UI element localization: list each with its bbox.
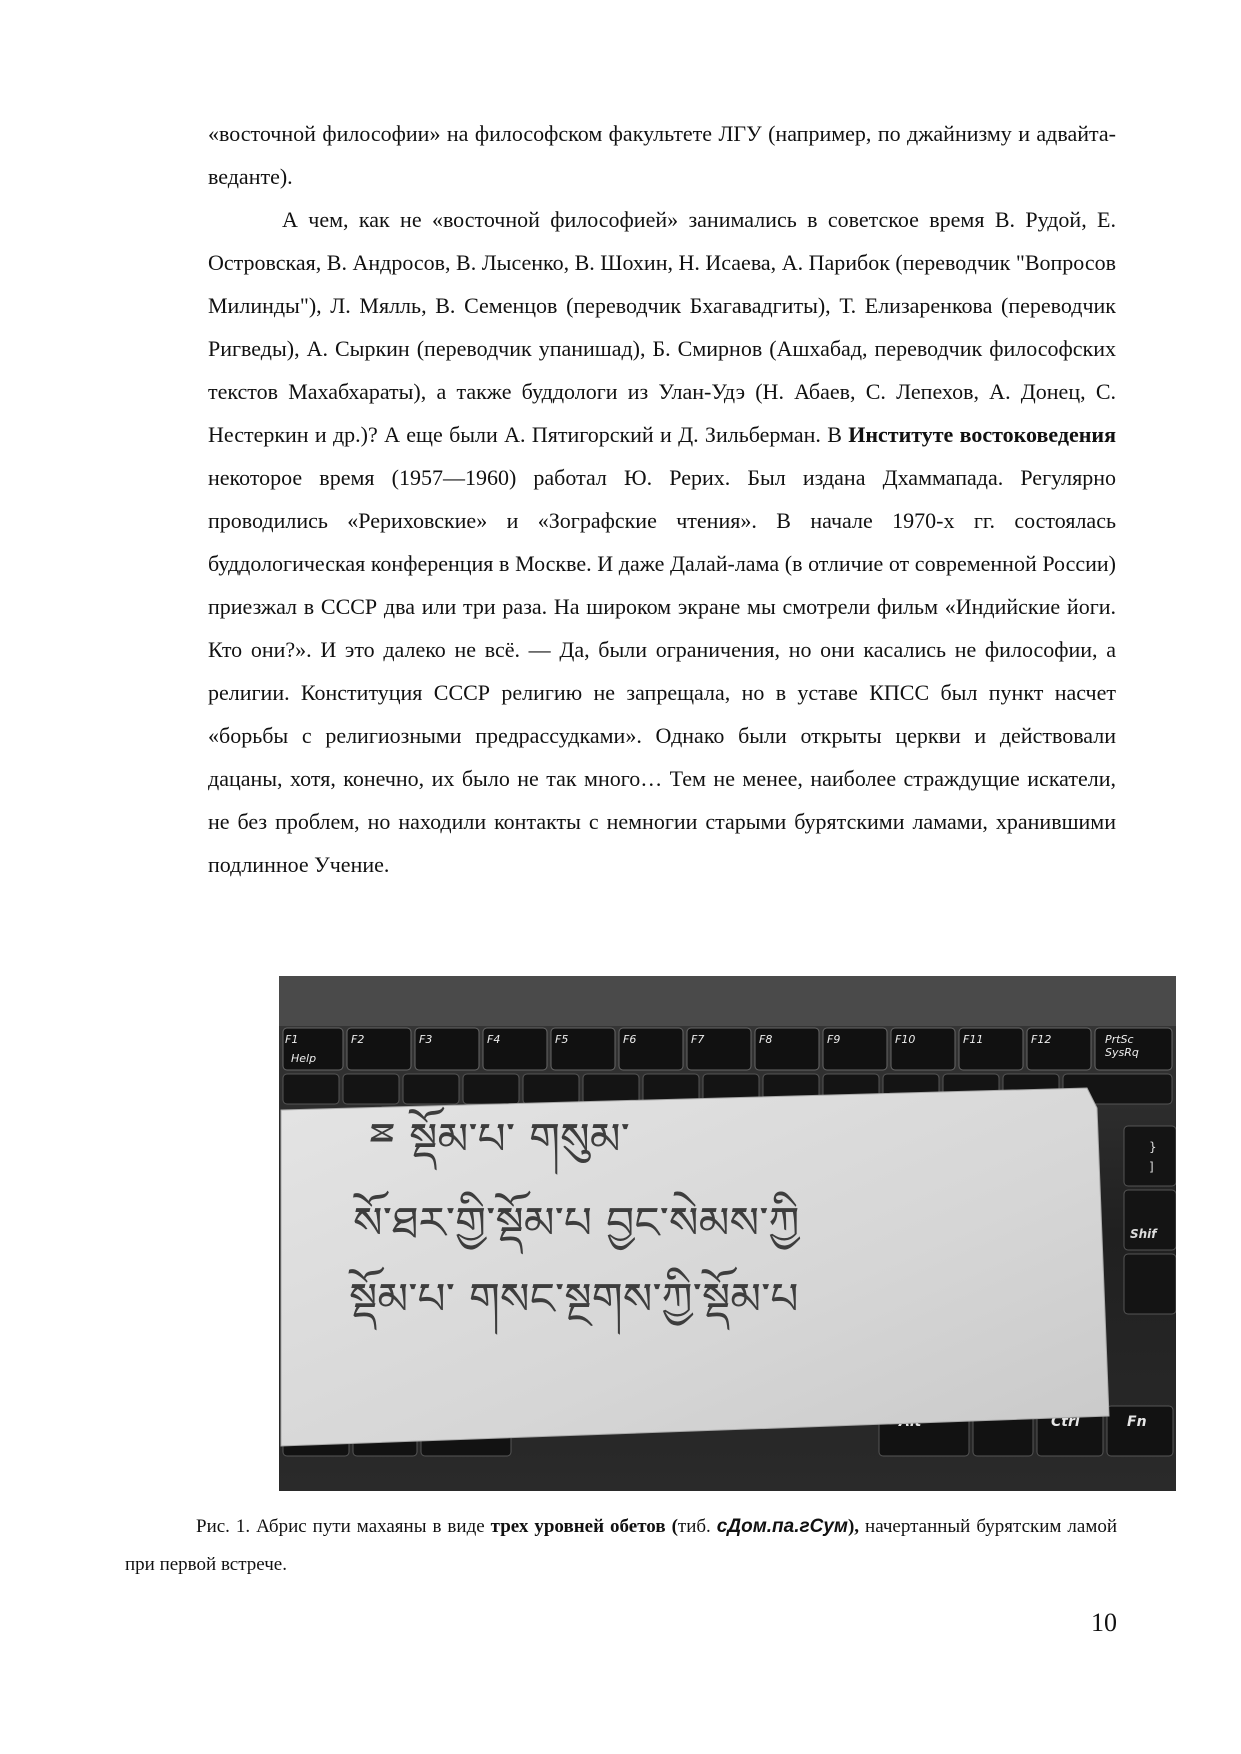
tibetan-line-1: ྈ སྡོམ་པ་ གསུམ་ [369, 1114, 630, 1165]
key-f10: F10 [895, 1033, 916, 1046]
key-sysrq: SysRq [1105, 1046, 1139, 1059]
key-f7: F7 [691, 1033, 705, 1046]
key-f8: F8 [759, 1033, 773, 1046]
key-f6: F6 [623, 1033, 637, 1046]
key-f2: F2 [351, 1033, 365, 1046]
key-help: Help [291, 1052, 317, 1065]
key-f1: F1 [285, 1033, 299, 1046]
keyboard-photo [279, 976, 1176, 1491]
key-bracket: ] [1149, 1160, 1154, 1174]
caption-suffix: начертанный бурятским ламой при первой встрече. [125, 1516, 1118, 1575]
key-ctrl: Ctrl [1051, 1414, 1080, 1430]
key-prtsc: PrtSc [1105, 1033, 1134, 1046]
page-number: 10 [1091, 1608, 1117, 1637]
key-f11: F11 [963, 1033, 984, 1046]
tibetan-line-2: སོ་ཐར་གྱི་སྡོམ་པ བྱང་སེམས་ཀྱི [353, 1198, 800, 1249]
key-f9: F9 [827, 1033, 841, 1046]
paragraph-2-part-1: А чем, как не «восточной философией» занимались в советское время В. Рудой, Е. Островская, В. Андросов, В. Лысенко, В. Шохин, Н. Исаева, А. Парибок (переводчик "Вопросов Милинды"), Л. Мялль, В. Семенцов (переводчик Бхагавадгиты), Т. Елизаренкова (переводчик Ригведы), А. Сыркин (переводчик упанишад), Б. Смирнов (Ашхабад, переводчик философских текстов Махабхараты), а также буддологи из Улан-Удэ (Н. Абаев, С. Лепехов, А. Донец, С. Нестеркин и др.)? А еще были А. Пятигорский и Д. Зильберман. В [208, 207, 1116, 447]
figure-caption [125, 1508, 1117, 1584]
paragraph-2-bold: Институте востоковедения [848, 422, 1116, 447]
paragraph-1: «восточной философии» на философском факультете ЛГУ (например, по джайнизму и адвайта-веданте). [208, 121, 1116, 189]
key-f5: F5 [555, 1033, 569, 1046]
key-fn-right: Fn [1127, 1414, 1147, 1430]
key-shift: Shif [1130, 1227, 1157, 1241]
caption-bold-close: ), [847, 1516, 860, 1537]
key-brace: } [1149, 1140, 1157, 1154]
caption-prefix: Рис. 1. Абрис пути махаяны в виде [196, 1516, 491, 1537]
caption-bold: трех уровней обетов ( [490, 1516, 678, 1537]
caption-mid: тиб. [677, 1516, 717, 1537]
paragraph-2 [208, 198, 1116, 886]
tibetan-line-3: སྡོམ་པ་ གསང་སྔགས་ཀྱི་སྡོམ་པ [349, 1274, 799, 1325]
key-f4: F4 [487, 1033, 501, 1046]
body-text [208, 112, 1116, 886]
key-f12: F12 [1031, 1033, 1052, 1046]
caption-transliteration: сДом.па.гСум [716, 1516, 848, 1537]
key-f3: F3 [419, 1033, 433, 1046]
right-side-keys [1124, 1126, 1176, 1314]
figure-photo [279, 976, 1176, 1491]
paragraph-2-part-2: некоторое время (1957—1960) работал Ю. Рерих. Был издана Дхаммапада. Регулярно проводились «Рериховские» и «Зографские чтения». В начале 1970-х гг. состоялась буддологическая конференция в Москве. И даже Далай-лама (в отличие от современной России) приезжал в СССР два или три раза. На широком экране мы смотрели фильм «Индийские йоги. Кто они?». И это далеко не всё. — Да, были ограничения, но они касались не философии, а религии. Конституция СССР религию не запрещала, но в уставе КПСС был пункт насчет «борьбы с религиозными предрассудками». Однако были открыты церкви и действовали дацаны, хотя, конечно, их было не так много… Тем не менее, наиболее страждущие искатели, не без проблем, но находили контакты с немногии старыми бурятскими ламами, хранившими подлинное Учение. [208, 465, 1116, 877]
